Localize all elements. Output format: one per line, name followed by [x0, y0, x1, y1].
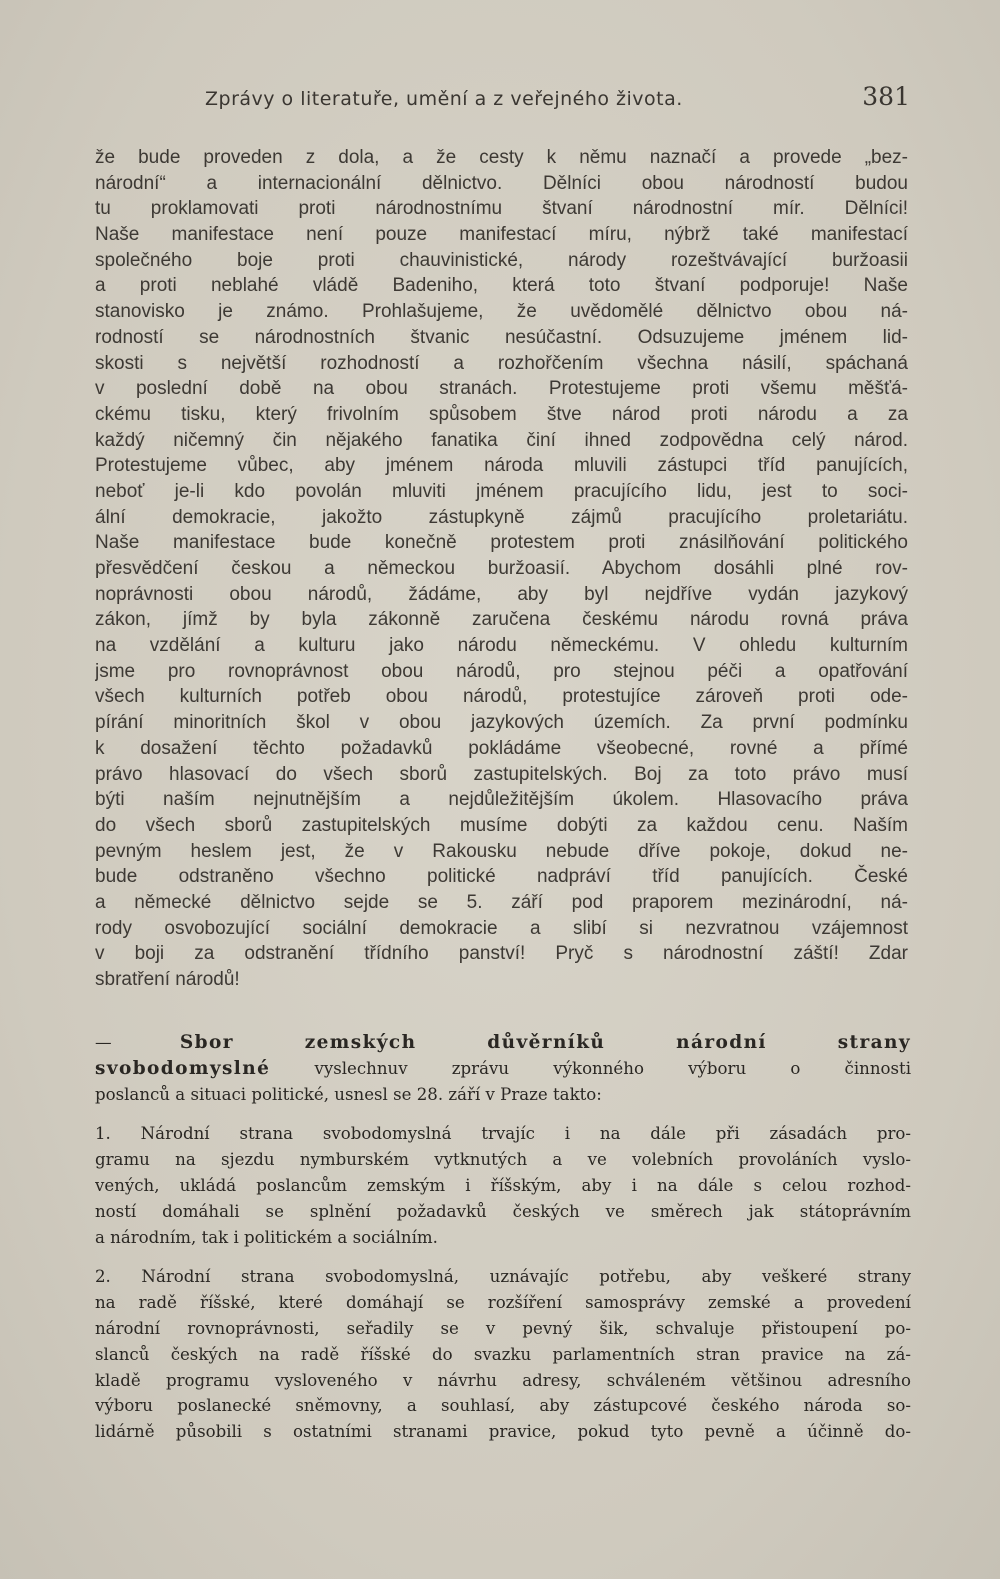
- item-2-line: národní rovnoprávnosti, seřadily se v pevný šik, schvaluje přistoupení po-: [95, 1318, 911, 1338]
- text-line: rody osvobozující sociální demokracie a slibí si nezvratnou vzájemnost: [95, 917, 908, 939]
- manifesto-paragraph: [95, 145, 908, 993]
- text-line: tu proklamovati proti národnostnímu štvaní národnostní mír. Dělníci!: [95, 198, 908, 220]
- section-heading-line: — Sbor zemských důvěrníků národní strany: [95, 1032, 911, 1053]
- text-line: rodností se národnostních štvanic nesúčastní. Odsuzujeme jménem lid-: [95, 326, 908, 348]
- text-line: pevným heslem jest, že v Rakousku nebude dříve pokoje, dokud ne-: [95, 840, 908, 862]
- text-line: do všech sborů zastupitelských musíme dobýti za každou cenu. Naším: [95, 814, 908, 836]
- section-heading: Sbor zemských důvěrníků národní strany: [179, 1032, 911, 1053]
- item-2-line: slanců českých na radě říšské do svazku parlamentních stran pravice na zá-: [95, 1344, 911, 1364]
- text-line: skosti s největší rozhodností a rozhořčením všechna násilí, spáchaná: [95, 352, 908, 374]
- page-number: 381: [862, 82, 910, 111]
- text-line: národní“ a internacionální dělnictvo. Dělníci obou národností budou: [95, 172, 908, 194]
- text-line: bude odstraněno všechno politické nadpráví tříd panujících. České: [95, 866, 908, 888]
- item-2-line: lidárně působili s ostatními stranami pravice, pokud tyto pevně a účinně do-: [95, 1422, 911, 1442]
- text-line: poslanců a situaci politické, usnesl se 28. září v Praze takto:: [95, 1084, 602, 1104]
- text-line: Protestujeme vůbec, aby jménem národa mluvili zástupci tříd panujících,: [95, 455, 908, 477]
- text-line: všech kulturních potřeb obou národů, protestujíce zároveň proti ode-: [95, 686, 908, 708]
- text-line: a proti neblahé vládě Badeniho, která toto štvaní podporuje! Naše: [95, 275, 908, 297]
- item-1-line: vených, ukládá poslancům zemským i říšským, aby i na dále s celou rozhod-: [95, 1175, 911, 1195]
- text-line: a německé dělnictvo sejde se 5. září pod praporem mezinárodní, ná-: [95, 891, 908, 913]
- text-line: svobodomyslné vyslechnuv zprávu výkonného výboru o činnosti: [95, 1057, 911, 1079]
- item-1-line: gramu na sjezdu nymburském vytknutých a ve volebních provoláních vyslo-: [95, 1150, 911, 1170]
- text-line: na vzdělání a kulturu jako národu německému. V ohledu kulturním: [95, 635, 908, 657]
- item-1-line: 1. Národní strana svobodomyslná trvajíc i na dále při zásadách pro-: [95, 1124, 911, 1144]
- text-line: stanovisko je známo. Prohlašujeme, že uvědomělé dělnictvo obou ná-: [95, 301, 908, 323]
- text-line: Naše manifestace není pouze manifestací míru, nýbrž také manifestací: [95, 224, 908, 246]
- text-line: společného boje proti chauvinistické, národy rozeštvávající buržoasii: [95, 249, 908, 271]
- text-line: v boji za odstranění třídního panství! Pryč s národnostní záští! Zdar: [95, 943, 908, 965]
- text-line: zákon, jímž by byla zákonně zaručena českému národu rovná práva: [95, 609, 908, 631]
- item-1-line: ností domáhali se splnění požadavků českých ve směrech jak státoprávním: [95, 1201, 911, 1221]
- text-line: ální demokracie, jakožto zástupkyně zájmů pracujícího proletariátu.: [95, 506, 908, 528]
- section-heading-cont: svobodomyslné: [95, 1057, 271, 1079]
- text-line: pírání minoritních škol v obou jazykových územích. Za první podmínku: [95, 712, 908, 734]
- text-line: Naše manifestace bude konečně protestem proti znásilňování politického: [95, 532, 908, 554]
- item-2-line: kladě programu vysloveného v návrhu adresy, schváleném většinou adresního: [95, 1370, 911, 1390]
- text-line: jsme pro rovnoprávnost obou národů, pro stejnou péči a opatřování: [95, 660, 908, 682]
- text-line: sbratření národů!: [95, 969, 240, 990]
- text-line: v poslední době na obou stranách. Protestujeme proti všemu měšťá-: [95, 378, 908, 400]
- text-line: přesvědčení českou a německou buržoasií. Abychom dosáhli plné rov-: [95, 558, 908, 579]
- text-line: každý ničemný čin nějakého fanatika činí ihned zodpovědna celý národ.: [95, 429, 908, 451]
- item-2-line: výboru poslanecké sněmovny, a souhlasí, aby zástupcové českého národa so-: [95, 1396, 911, 1416]
- item-2-line: na radě říšské, které domáhají se rozšíření samosprávy zemské a provedení: [95, 1293, 911, 1313]
- text-line: právo hlasovací do všech sborů zastupitelských. Boj za toto právo musí: [95, 763, 908, 785]
- text-line: že bude proveden z dola, a že cesty k němu naznačí a provede „bez-: [95, 147, 908, 168]
- text-line: k dosažení těchto požadavků pokládáme všeobecné, rovné a přímé: [95, 737, 908, 759]
- item-2-line: 2. Národní strana svobodomyslná, uznávajíc potřebu, aby veškeré strany: [95, 1267, 911, 1287]
- text-line: ckému tisku, který frivolním spůsobem štve národ proti národu a za: [95, 403, 908, 425]
- item-1-line: a národním, tak i politickém a sociálním.: [95, 1227, 438, 1247]
- running-title: Zprávy o literatuře, umění a z veřejného života.: [205, 88, 683, 110]
- page-header: [95, 82, 910, 118]
- text-line: neboť je-li kdo povolán mluviti jménem pracujícího lidu, jest to soci-: [95, 480, 908, 502]
- text-line: noprávnosti obou národů, žádáme, aby byl nejdříve vydán jazykový: [95, 583, 908, 605]
- party-resolution-section: [95, 1030, 911, 1445]
- text-line: býti naším nejnutnějším a nejdůležitějším úkolem. Hlasovacího práva: [95, 789, 908, 811]
